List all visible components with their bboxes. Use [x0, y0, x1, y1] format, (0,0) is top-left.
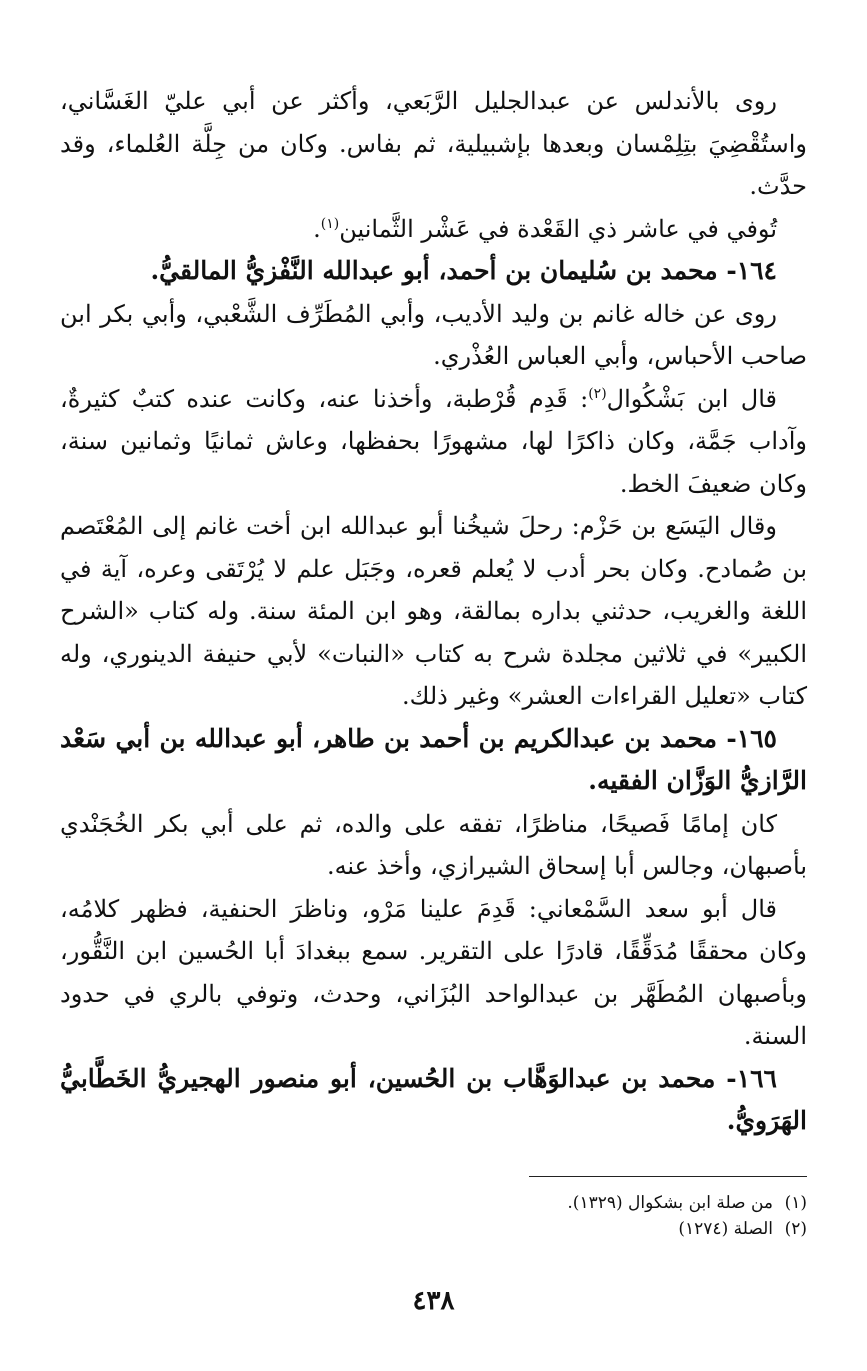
body-paragraph	[60, 505, 807, 718]
entry-number: ١٦٥-	[726, 723, 777, 753]
footnote-reference: (١)	[320, 215, 340, 232]
paragraph-text: تُوفي في عاشر ذي القَعْدة في عَشْر الثَّمانين	[339, 214, 777, 243]
footnote	[60, 1216, 807, 1242]
paragraph-text-tail: : قَدِم قُرْطبة، وأخذنا عنه، وكانت عنده كتبٌ كثيرةٌ، وآداب جَمَّة، وكان ذاكرًا لها، مشهورًا بحفظها، وعاش ثمانيًا وثمانين سنة، وكان ضعيفَ الخط.	[60, 384, 807, 498]
paragraph-text-tail: .	[313, 214, 321, 243]
paragraph-text: كان إمامًا فَصيحًا، مناظرًا، تفقه على والده، ثم على أبي بكر الخُجَنْدي بأصبهان، وجالس أبا إسحاق الشيرازي، وأخذ عنه.	[60, 809, 807, 880]
footnote	[60, 1190, 807, 1216]
body-paragraph	[60, 293, 807, 378]
entry-heading	[60, 718, 807, 803]
footnote-mark: (١)	[784, 1193, 807, 1213]
paragraph-text: قال ابن بَشْكُوال	[606, 384, 777, 413]
paragraph-text: روى عن خاله غانم بن وليد الأديب، وأبي المُطَرِّف الشَّعْبي، وأبي بكر ابن صاحب الأحباس، وأبي العباس العُذْري.	[60, 299, 807, 370]
footnote-text: الصلة (١٢٧٤)	[678, 1219, 773, 1239]
entry-number: ١٦٤-	[726, 256, 777, 285]
body-text	[60, 80, 807, 1143]
body-paragraph	[60, 888, 807, 1058]
entry-title: محمد بن سُليمان بن أحمد، أبو عبدالله النَّفْزيُّ المالقيُّ.	[150, 256, 718, 285]
body-paragraph	[60, 80, 807, 208]
body-paragraph	[60, 378, 807, 506]
footnote-divider	[529, 1176, 807, 1177]
paragraph-text: قال أبو سعد السَّمْعاني: قَدِمَ علينا مَرْو، وناظرَ الحنفية، فظهر كلامُه، وكان محققًا مُدَقِّقًا، قادرًا على التقرير. سمع ببغدادَ أبا الحُسين ابن النَّقُّور، وبأصبهان المُطَهَّر بن عبدالواحد البُزَاني، وحدث، وتوفي بالري في حدود السنة.	[60, 894, 807, 1050]
entry-title: محمد بن عبدالوَهَّاب بن الحُسين، أبو منصور الهجيريُّ الخَطَّابيُّ الهَرَويُّ.	[60, 1063, 807, 1135]
entry-heading	[60, 250, 807, 293]
footnote-text: من صلة ابن بشكوال (١٣٢٩).	[567, 1193, 773, 1213]
page-number: ٤٣٨	[412, 1286, 455, 1316]
entry-number: ١٦٦-	[726, 1063, 777, 1093]
footnote-mark: (٢)	[784, 1219, 807, 1239]
footnotes	[60, 1190, 807, 1242]
paragraph-text: روى بالأندلس عن عبدالجليل الرَّبَعي، وأكثر عن أبي عليّ الغَسَّاني، واستُقْضِيَ بتِلِمْسان وبعدها بإشبيلية، ثم بفاس. وكان من جِلَّة العُلماء، وقد حدَّث.	[60, 87, 807, 200]
body-paragraph	[60, 208, 807, 251]
footnote-reference: (٢)	[588, 385, 607, 402]
body-paragraph	[60, 803, 807, 888]
paragraph-text: وقال اليَسَع بن حَزْم: رحلَ شيخُنا أبو عبدالله ابن أخت غانم إلى المُعْتَصم بن صُمادح. وكان بحر أدب لا يُعلم قعره، وجَبَل علم لا يُرْتَقى وعره، آية في اللغة والغريب، حدثني بداره بمالقة، وهو ابن المئة سنة. وله كتاب «الشرح الكبير» في ثلاثين مجلدة شرح به كتاب «النبات» لأبي حنيفة الدينوري، وله كتاب «تعليل القراءات العشر» وغير ذلك.	[60, 512, 807, 710]
entry-heading	[60, 1058, 807, 1143]
entry-title: محمد بن عبدالكريم بن أحمد بن طاهر، أبو عبدالله بن أبي سَعْد الرَّازيُّ الوَزَّان الفقيه.	[60, 723, 807, 795]
